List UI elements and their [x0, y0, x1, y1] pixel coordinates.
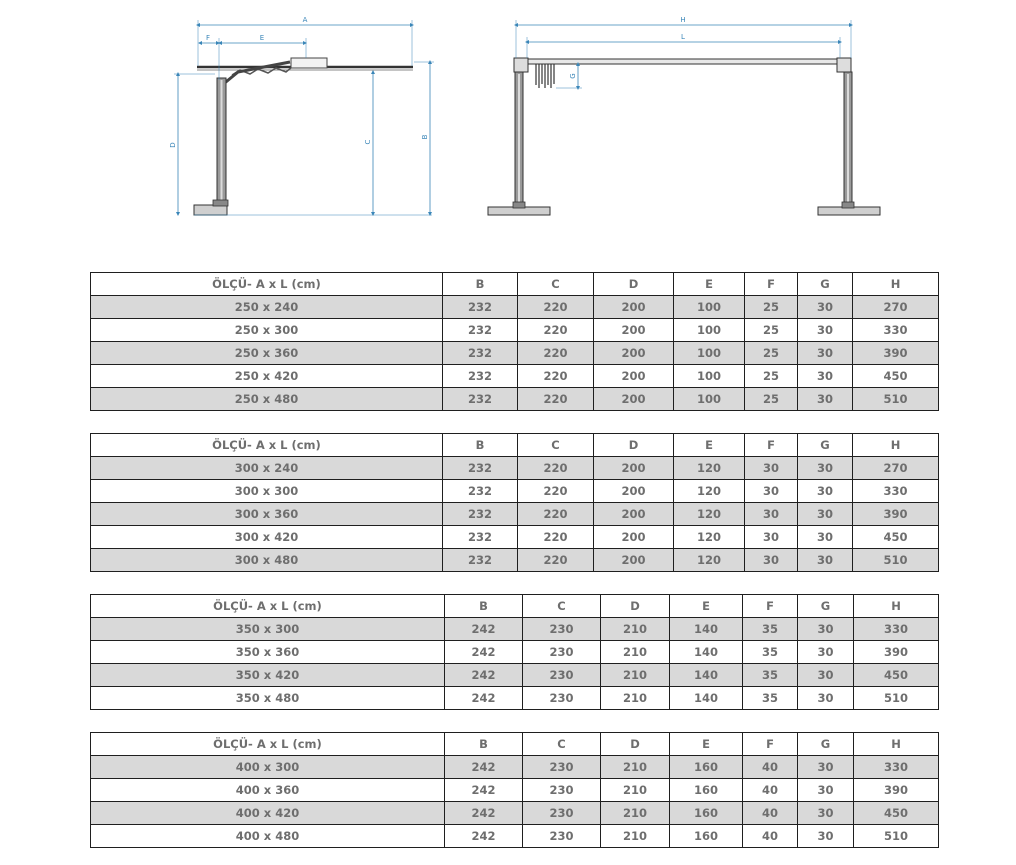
value-cell: 232: [443, 549, 518, 572]
value-cell: 140: [670, 664, 743, 687]
dimension-label-c: C: [364, 139, 372, 145]
table-row: [91, 664, 939, 687]
value-cell: 232: [443, 526, 518, 549]
value-cell: 330: [853, 480, 939, 503]
value-cell: 232: [443, 342, 518, 365]
column-header-b: B: [443, 273, 518, 296]
value-cell: 232: [443, 296, 518, 319]
value-cell: 232: [443, 319, 518, 342]
value-cell: 450: [853, 365, 939, 388]
value-cell: 390: [853, 342, 939, 365]
value-cell: 200: [594, 549, 674, 572]
table-row: [91, 825, 939, 848]
value-cell: 200: [594, 457, 674, 480]
size-table-250: [90, 272, 939, 411]
dimension-label-g: G: [569, 73, 577, 79]
value-cell: 30: [798, 503, 853, 526]
size-cell: 400 x 300: [91, 756, 445, 779]
size-cell: 300 x 240: [91, 457, 443, 480]
size-cell: 300 x 360: [91, 503, 443, 526]
value-cell: 232: [443, 457, 518, 480]
value-cell: 230: [523, 779, 601, 802]
side-view-diagram: [169, 16, 434, 215]
value-cell: 242: [445, 779, 523, 802]
value-cell: 232: [443, 503, 518, 526]
value-cell: 160: [670, 779, 743, 802]
value-cell: 30: [798, 526, 853, 549]
value-cell: 100: [674, 365, 745, 388]
value-cell: 30: [798, 779, 854, 802]
value-cell: 30: [798, 388, 853, 411]
value-cell: 25: [745, 365, 798, 388]
column-header-f: F: [745, 273, 798, 296]
value-cell: 40: [743, 779, 798, 802]
value-cell: 120: [674, 526, 745, 549]
value-cell: 200: [594, 480, 674, 503]
value-cell: 30: [745, 480, 798, 503]
value-cell: 120: [674, 549, 745, 572]
table-header-row: [91, 595, 939, 618]
table-row: [91, 342, 939, 365]
value-cell: 330: [853, 319, 939, 342]
value-cell: 120: [674, 480, 745, 503]
value-cell: 242: [445, 664, 523, 687]
value-cell: 230: [523, 825, 601, 848]
value-cell: 510: [854, 687, 939, 710]
table-header-row: [91, 273, 939, 296]
value-cell: 200: [594, 342, 674, 365]
table-row: [91, 549, 939, 572]
column-header-c: C: [523, 595, 601, 618]
value-cell: 210: [601, 641, 670, 664]
value-cell: 30: [745, 503, 798, 526]
value-cell: 30: [798, 664, 854, 687]
value-cell: 242: [445, 687, 523, 710]
table-row: [91, 388, 939, 411]
value-cell: 220: [518, 549, 594, 572]
value-cell: 220: [518, 388, 594, 411]
column-header-d: D: [601, 595, 670, 618]
size-cell: 350 x 480: [91, 687, 445, 710]
value-cell: 220: [518, 526, 594, 549]
value-cell: 120: [674, 503, 745, 526]
value-cell: 390: [853, 503, 939, 526]
value-cell: 210: [601, 825, 670, 848]
front-view-diagram: [488, 16, 880, 215]
value-cell: 140: [670, 687, 743, 710]
value-cell: 450: [853, 526, 939, 549]
value-cell: 30: [798, 342, 853, 365]
dimension-label-d: D: [169, 142, 177, 148]
size-cell: 400 x 480: [91, 825, 445, 848]
value-cell: 30: [798, 687, 854, 710]
column-header-f: F: [743, 733, 798, 756]
column-header-b: B: [445, 733, 523, 756]
value-cell: 242: [445, 825, 523, 848]
column-header-f: F: [743, 595, 798, 618]
value-cell: 390: [854, 779, 939, 802]
value-cell: 232: [443, 480, 518, 503]
column-header-size: ÖLÇÜ- A x L (cm): [91, 733, 445, 756]
size-table-300: [90, 433, 939, 572]
size-cell: 400 x 360: [91, 779, 445, 802]
value-cell: 232: [443, 365, 518, 388]
value-cell: 35: [743, 618, 798, 641]
table-row: [91, 480, 939, 503]
value-cell: 230: [523, 641, 601, 664]
value-cell: 40: [743, 756, 798, 779]
column-header-g: G: [798, 434, 853, 457]
value-cell: 30: [798, 319, 853, 342]
table-header-row: [91, 434, 939, 457]
table-row: [91, 802, 939, 825]
column-header-e: E: [674, 434, 745, 457]
value-cell: 232: [443, 388, 518, 411]
size-cell: 250 x 480: [91, 388, 443, 411]
value-cell: 35: [743, 664, 798, 687]
value-cell: 510: [854, 825, 939, 848]
dimension-diagram: [0, 0, 1016, 240]
value-cell: 160: [670, 756, 743, 779]
size-cell: 300 x 480: [91, 549, 443, 572]
column-header-h: H: [854, 733, 939, 756]
column-header-d: D: [594, 434, 674, 457]
value-cell: 35: [743, 687, 798, 710]
value-cell: 140: [670, 618, 743, 641]
size-cell: 300 x 300: [91, 480, 443, 503]
value-cell: 200: [594, 296, 674, 319]
value-cell: 30: [798, 641, 854, 664]
value-cell: 140: [670, 641, 743, 664]
column-header-c: C: [518, 273, 594, 296]
value-cell: 200: [594, 388, 674, 411]
size-table-350: [90, 594, 939, 710]
value-cell: 242: [445, 802, 523, 825]
column-header-g: G: [798, 595, 854, 618]
table-row: [91, 457, 939, 480]
value-cell: 220: [518, 296, 594, 319]
value-cell: 220: [518, 319, 594, 342]
value-cell: 230: [523, 802, 601, 825]
value-cell: 30: [798, 756, 854, 779]
column-header-e: E: [674, 273, 745, 296]
value-cell: 200: [594, 503, 674, 526]
column-header-h: H: [853, 273, 939, 296]
column-header-c: C: [518, 434, 594, 457]
column-header-size: ÖLÇÜ- A x L (cm): [91, 273, 443, 296]
value-cell: 30: [798, 457, 853, 480]
column-header-size: ÖLÇÜ- A x L (cm): [91, 595, 445, 618]
column-header-d: D: [601, 733, 670, 756]
size-cell: 350 x 420: [91, 664, 445, 687]
value-cell: 100: [674, 342, 745, 365]
table-row: [91, 319, 939, 342]
value-cell: 100: [674, 388, 745, 411]
value-cell: 100: [674, 296, 745, 319]
value-cell: 30: [745, 526, 798, 549]
column-header-g: G: [798, 733, 854, 756]
value-cell: 210: [601, 802, 670, 825]
value-cell: 25: [745, 388, 798, 411]
column-header-g: G: [798, 273, 853, 296]
value-cell: 230: [523, 756, 601, 779]
value-cell: 210: [601, 664, 670, 687]
size-cell: 250 x 360: [91, 342, 443, 365]
value-cell: 30: [798, 802, 854, 825]
table-row: [91, 641, 939, 664]
value-cell: 220: [518, 480, 594, 503]
size-cell: 300 x 420: [91, 526, 443, 549]
value-cell: 40: [743, 825, 798, 848]
dimension-label-e: E: [259, 34, 265, 42]
value-cell: 220: [518, 342, 594, 365]
value-cell: 25: [745, 342, 798, 365]
column-header-b: B: [445, 595, 523, 618]
value-cell: 242: [445, 641, 523, 664]
value-cell: 120: [674, 457, 745, 480]
column-header-c: C: [523, 733, 601, 756]
value-cell: 330: [854, 618, 939, 641]
table-row: [91, 779, 939, 802]
value-cell: 40: [743, 802, 798, 825]
value-cell: 510: [853, 549, 939, 572]
value-cell: 210: [601, 618, 670, 641]
value-cell: 210: [601, 779, 670, 802]
value-cell: 30: [798, 549, 853, 572]
value-cell: 35: [743, 641, 798, 664]
value-cell: 200: [594, 319, 674, 342]
table-row: [91, 618, 939, 641]
table-row: [91, 503, 939, 526]
column-header-b: B: [443, 434, 518, 457]
dimension-label-a: A: [302, 16, 308, 24]
size-cell: 250 x 240: [91, 296, 443, 319]
column-header-e: E: [670, 733, 743, 756]
value-cell: 390: [854, 641, 939, 664]
value-cell: 220: [518, 503, 594, 526]
value-cell: 230: [523, 618, 601, 641]
value-cell: 30: [798, 296, 853, 319]
value-cell: 220: [518, 457, 594, 480]
size-cell: 250 x 420: [91, 365, 443, 388]
value-cell: 242: [445, 756, 523, 779]
size-table-400: [90, 732, 939, 848]
value-cell: 160: [670, 825, 743, 848]
value-cell: 30: [798, 480, 853, 503]
value-cell: 25: [745, 319, 798, 342]
value-cell: 30: [798, 365, 853, 388]
column-header-h: H: [853, 434, 939, 457]
column-header-h: H: [854, 595, 939, 618]
table-row: [91, 756, 939, 779]
value-cell: 330: [854, 756, 939, 779]
column-header-size: ÖLÇÜ- A x L (cm): [91, 434, 443, 457]
value-cell: 200: [594, 365, 674, 388]
value-cell: 450: [854, 802, 939, 825]
value-cell: 160: [670, 802, 743, 825]
value-cell: 25: [745, 296, 798, 319]
value-cell: 200: [594, 526, 674, 549]
dimension-label-h: H: [680, 16, 686, 24]
value-cell: 450: [854, 664, 939, 687]
size-cell: 350 x 360: [91, 641, 445, 664]
value-cell: 30: [798, 618, 854, 641]
value-cell: 270: [853, 296, 939, 319]
table-row: [91, 526, 939, 549]
size-cell: 350 x 300: [91, 618, 445, 641]
column-header-f: F: [745, 434, 798, 457]
value-cell: 230: [523, 687, 601, 710]
value-cell: 30: [798, 825, 854, 848]
value-cell: 510: [853, 388, 939, 411]
table-header-row: [91, 733, 939, 756]
dimension-label-b: B: [421, 134, 429, 140]
value-cell: 230: [523, 664, 601, 687]
value-cell: 270: [853, 457, 939, 480]
value-cell: 30: [745, 457, 798, 480]
value-cell: 210: [601, 756, 670, 779]
value-cell: 30: [745, 549, 798, 572]
table-row: [91, 296, 939, 319]
dimension-label-f: F: [205, 34, 211, 42]
size-cell: 400 x 420: [91, 802, 445, 825]
table-row: [91, 365, 939, 388]
column-header-e: E: [670, 595, 743, 618]
value-cell: 210: [601, 687, 670, 710]
value-cell: 220: [518, 365, 594, 388]
value-cell: 242: [445, 618, 523, 641]
column-header-d: D: [594, 273, 674, 296]
size-cell: 250 x 300: [91, 319, 443, 342]
dimension-label-l: L: [681, 33, 685, 41]
value-cell: 100: [674, 319, 745, 342]
table-row: [91, 687, 939, 710]
